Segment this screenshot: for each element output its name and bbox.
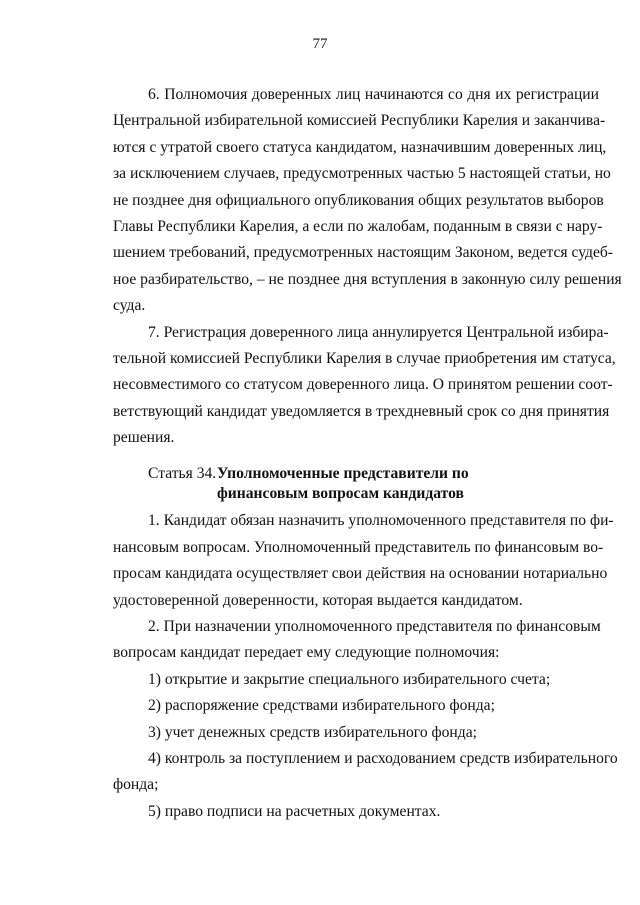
text-line: тельной комиссией Республики Карелия в случае приобретения им статуса, bbox=[113, 349, 616, 367]
text-line: несовместимого со статусом доверенного лица. О принятом решении соот- bbox=[113, 376, 613, 394]
text-line: фонда; bbox=[113, 776, 159, 794]
text-line: Главы Республики Карелия, а если по жалобам, поданным в связи с нару- bbox=[113, 217, 603, 235]
article-title-line1: Уполномоченные представители по bbox=[217, 465, 469, 483]
text-line: Центральной избирательной комиссией Республики Карелия и заканчива- bbox=[113, 112, 606, 130]
text-line: 7. Регистрация доверенного лица аннулируется Центральной избира- bbox=[148, 323, 609, 341]
text-line: 2) распоряжение средствами избирательного фонда; bbox=[148, 697, 495, 715]
text-line: 2. При назначении уполномоченного представителя по финансовым bbox=[148, 618, 601, 636]
text-line: нансовым вопросам. Уполномоченный представитель по финансовым во- bbox=[113, 538, 604, 556]
article-paragraph-2 bbox=[113, 614, 599, 667]
text-line: ются с утратой своего статуса кандидатом, назначившим доверенных лиц, bbox=[113, 138, 607, 156]
article-heading-continued bbox=[113, 484, 599, 504]
paragraph-7 bbox=[113, 320, 616, 452]
text-line: шением требований, предусмотренных настоящим Законом, ведется судеб- bbox=[113, 244, 613, 262]
article-label: Статья 34. bbox=[148, 465, 217, 483]
paragraph-6 bbox=[113, 82, 622, 320]
article-title-line2: финансовым вопросам кандидатов bbox=[217, 485, 464, 503]
list-item-1 bbox=[113, 667, 599, 693]
list-item-5 bbox=[113, 799, 599, 825]
text-line: просам кандидата осуществляет свои действия на основании нотариально bbox=[113, 565, 608, 583]
text-line: 3) учет денежных средств избирательного фонда; bbox=[148, 723, 477, 741]
text-line: 4) контроль за поступлением и расходованием средств избирательного bbox=[148, 749, 618, 767]
text-line: ное разбирательство, – не позднее дня вступления в законную силу решения bbox=[113, 270, 622, 288]
list-item-4 bbox=[113, 746, 618, 799]
text-line: вопросам кандидат передает ему следующие полномочия: bbox=[113, 644, 500, 662]
article-heading bbox=[113, 464, 599, 484]
text-line: решения. bbox=[113, 429, 175, 447]
text-line: суда. bbox=[113, 297, 146, 315]
text-line: 6. Полномочия доверенных лиц начинаются со дня их регистрации bbox=[148, 86, 599, 103]
document-body bbox=[113, 82, 622, 825]
text-line: удостоверенной доверенности, которая выдается кандидатом. bbox=[113, 591, 523, 609]
text-line: за исключением случаев, предусмотренных частью 5 настоящей статьи, но bbox=[113, 165, 611, 183]
text-line: 1) открытие и закрытие специального избирательного счета; bbox=[148, 670, 551, 688]
list-item-2 bbox=[113, 693, 599, 719]
text-line: не позднее дня официального опубликования общих результатов выборов bbox=[113, 191, 604, 209]
text-line: ветствующий кандидат уведомляется в трехдневный срок со дня принятия bbox=[113, 402, 610, 420]
text-line: 1. Кандидат обязан назначить уполномоченного представителя по фи- bbox=[148, 512, 614, 530]
text-line: 5) право подписи на расчетных документах. bbox=[148, 802, 441, 820]
page-number: 77 bbox=[312, 36, 328, 52]
list-item-3 bbox=[113, 720, 599, 746]
article-paragraph-1 bbox=[113, 508, 614, 614]
